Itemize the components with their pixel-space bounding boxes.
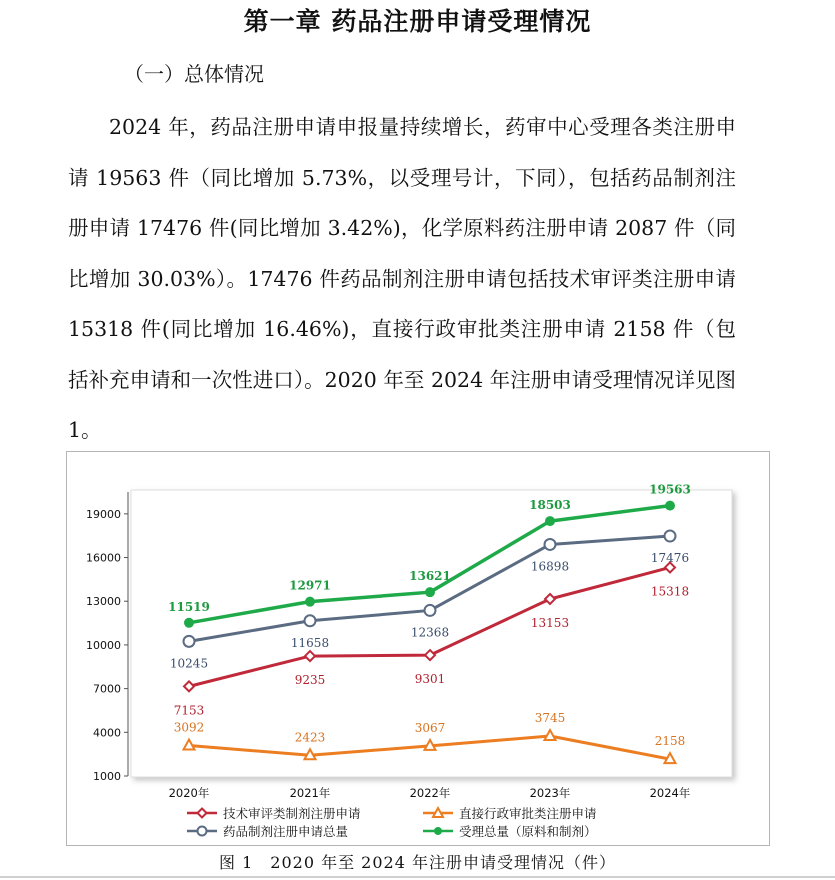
- data-point: [545, 539, 556, 550]
- x-tick-label: 2023年: [529, 786, 571, 800]
- data-point: [305, 615, 316, 626]
- x-tick-label: 2020年: [168, 786, 210, 800]
- y-tick-label: 4000: [93, 726, 121, 740]
- y-tick-label: 19000: [86, 507, 121, 521]
- legend-swatch: [185, 806, 219, 820]
- y-tick-label: 7000: [93, 682, 121, 696]
- line-chart: [67, 452, 769, 845]
- data-label: 12971: [289, 578, 331, 593]
- data-label: 13153: [530, 616, 570, 631]
- data-point: [184, 636, 195, 647]
- data-point: [666, 501, 675, 510]
- figure-caption: 图 1 2020 年至 2024 年注册申请受理情况（件）: [219, 853, 616, 872]
- y-tick-label: 1000: [93, 770, 121, 783]
- data-point: [426, 588, 435, 597]
- x-tick-label: 2021年: [289, 786, 331, 800]
- data-label: 3745: [534, 711, 566, 726]
- data-label: 9235: [294, 673, 326, 688]
- data-label: 3092: [173, 720, 205, 735]
- page-bottom-rule: [0, 876, 835, 878]
- data-label: 2158: [654, 734, 686, 749]
- data-label: 19563: [649, 482, 691, 497]
- legend-label: 受理总量（原料和制剂）: [459, 824, 597, 839]
- figure-frame: [66, 451, 770, 846]
- chapter-title: 第一章 药品注册申请受理情况: [243, 7, 592, 36]
- data-point: [185, 618, 194, 627]
- legend-swatch: [421, 824, 455, 838]
- data-label: 13621: [409, 569, 451, 584]
- data-point: [665, 531, 676, 542]
- data-label: 16898: [530, 559, 570, 574]
- data-point: [425, 605, 436, 616]
- data-label: 9301: [414, 672, 446, 687]
- data-label: 12368: [410, 625, 450, 640]
- data-label: 11658: [290, 635, 330, 650]
- x-tick-label: 2024年: [649, 786, 691, 800]
- legend-swatch: [185, 824, 219, 838]
- legend-item: [421, 822, 597, 840]
- legend-item: [185, 804, 361, 822]
- legend-label: 药品制剂注册申请总量: [223, 824, 349, 839]
- body-paragraph: 2024 年，药品注册申请申报量持续增长，药审中心受理各类注册申请 19563 件（同比增加 5.73%，以受理号计，下同），包括药品制剂注册申请 17476 件(同比增加 3.42%)，化学原料药注册申请 2087 件（同比增加 30.03%）。17476 件药品制剂注册申请包括技术审评类注册申请 15318 件(同比增加 16.46%)，直接行政审批类注册申请 2158 件（包括补充申请和一次性进口）。2020 年至 2024 年注册申请受理情况详见图 1。: [68, 115, 736, 442]
- data-label: 17476: [650, 551, 690, 566]
- section-heading: （一）总体情况: [124, 62, 264, 86]
- y-tick-label: 16000: [86, 551, 121, 565]
- y-tick-label: 10000: [86, 638, 121, 652]
- data-point: [546, 517, 555, 526]
- legend-label: 技术审评类制剂注册申请: [223, 806, 361, 821]
- legend-swatch: [421, 806, 455, 820]
- data-label: 7153: [173, 703, 205, 718]
- data-label: 3067: [414, 720, 446, 735]
- y-tick-label: 13000: [86, 595, 121, 609]
- x-tick-label: 2022年: [409, 786, 451, 800]
- data-label: 2423: [294, 730, 326, 745]
- legend-label: 直接行政审批类注册申请: [459, 806, 597, 821]
- data-point: [306, 597, 315, 606]
- legend-item: [185, 822, 348, 840]
- data-label: 18503: [529, 498, 571, 513]
- data-label: 10245: [169, 656, 209, 671]
- data-label: 15318: [650, 584, 690, 599]
- legend-item: [421, 804, 597, 822]
- data-label: 11519: [168, 599, 210, 614]
